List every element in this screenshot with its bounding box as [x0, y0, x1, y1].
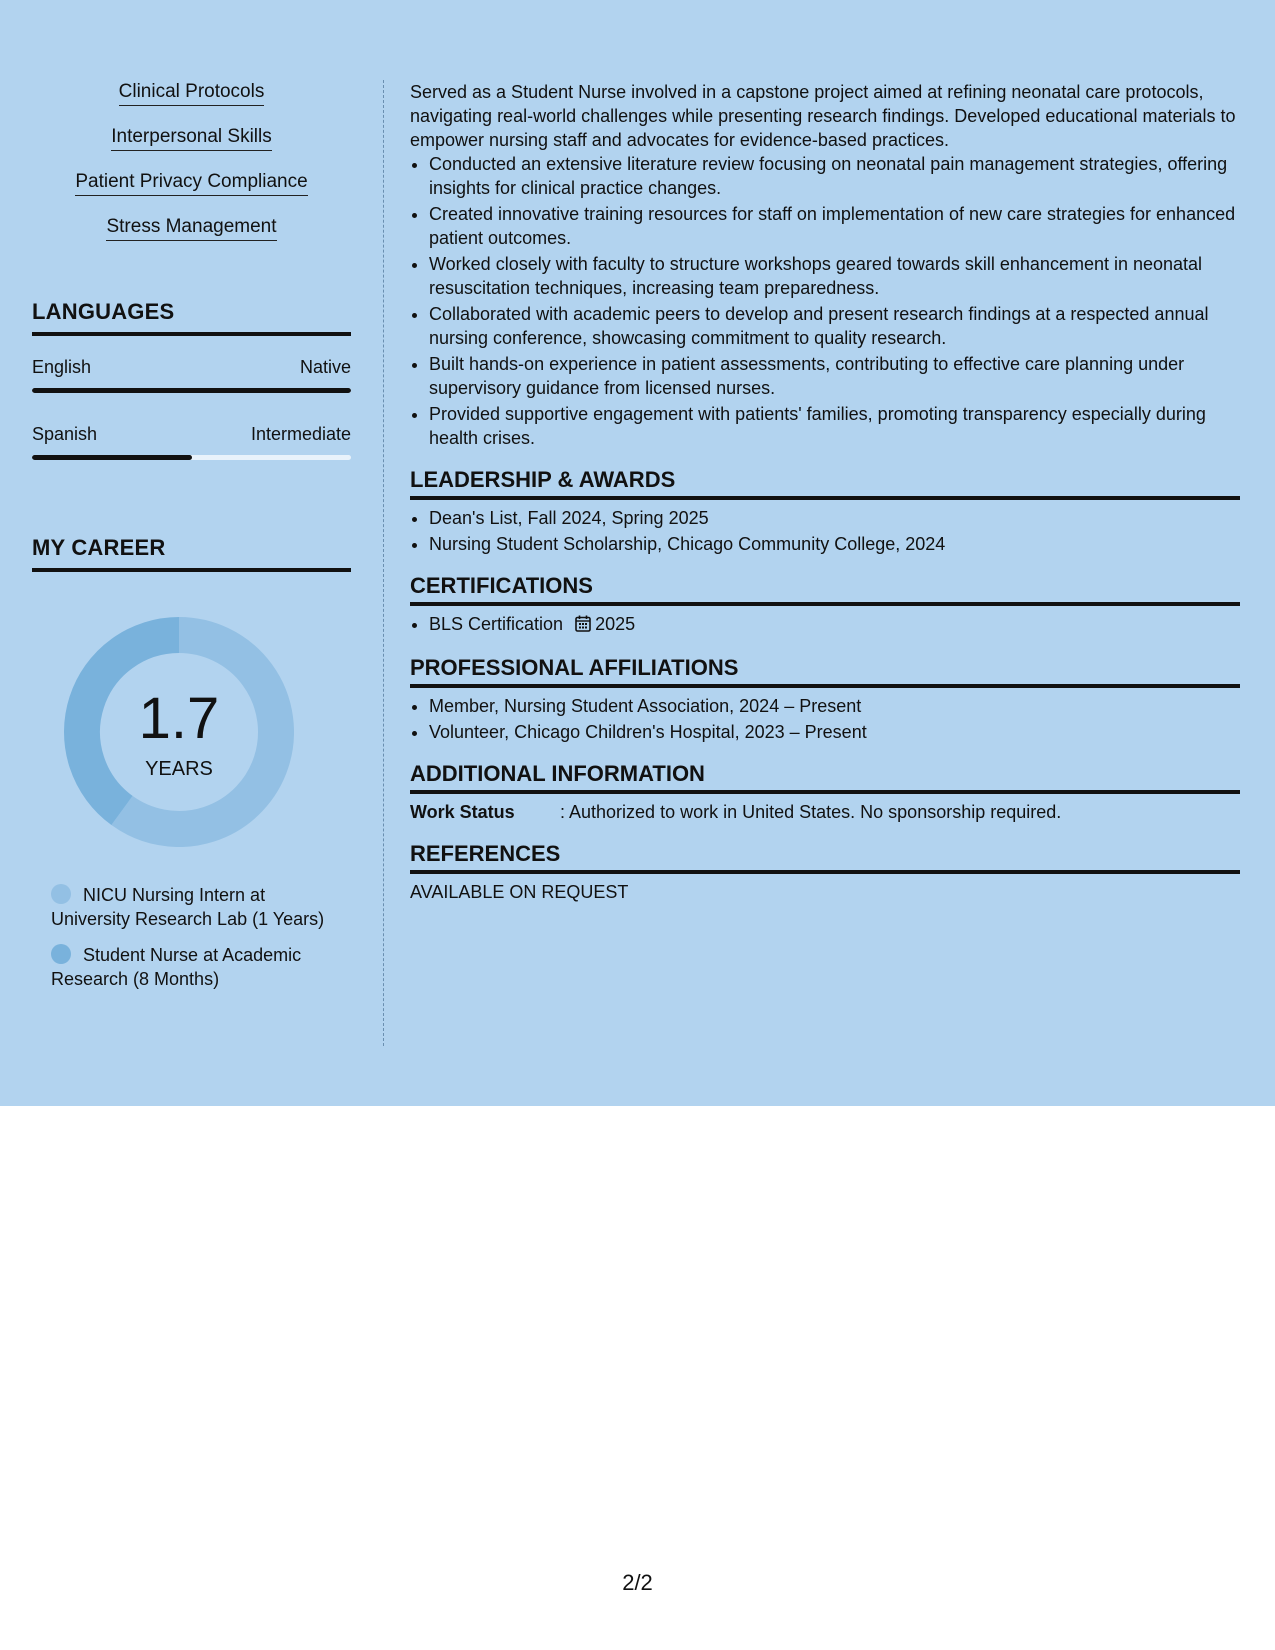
language-name: English [32, 357, 92, 377]
career-legend-item [51, 943, 341, 991]
experience-summary: Served as a Student Nurse involved in a capstone project aimed at refining neonatal care protocols, navigating real-world challenges while presenting research findings. Developed educational materials to empower nursing staff and advocates for evidence-based practices. [410, 82, 1236, 150]
career-legend-label: Student Nurse at Academic Research (8 Months) [51, 945, 302, 989]
career-legend-label: NICU Nursing Intern at University Research Lab (1 Years) [51, 885, 325, 929]
career-legend [51, 883, 341, 991]
language-proficiency-fill [32, 388, 351, 393]
languages-section [32, 298, 351, 460]
experience-bullet: • Conducted an extensive literature review focusing on neonatal pain management strategies, offering insights for clinical practice changes. [429, 152, 1240, 200]
affiliation-item: • Member, Nursing Student Association, 2024 – Present [429, 694, 1240, 718]
experience-section [410, 80, 1240, 450]
experience-bullet: • Created innovative training resources for staff on implementation of new care strategies for enhanced patient outcomes. [429, 202, 1240, 250]
certifications-title: CERTIFICATIONS [410, 572, 1240, 606]
references-title: REFERENCES [410, 840, 1240, 874]
leadership-section [410, 466, 1240, 556]
career-legend-item [51, 883, 341, 931]
additional-title: ADDITIONAL INFORMATION [410, 760, 1240, 794]
experience-bullet: • Worked closely with faculty to structure workshops geared towards skill enhancement in neonatal resuscitation techniques, increasing team preparedness. [429, 252, 1240, 300]
page-number: 2/2 [622, 1570, 653, 1595]
experience-bullets [410, 152, 1240, 450]
career-section [32, 534, 351, 991]
career-title: MY CAREER [32, 534, 351, 572]
column-divider [383, 80, 384, 1046]
additional-section [410, 760, 1240, 824]
calendar-icon [575, 614, 591, 638]
affiliations-section [410, 654, 1240, 744]
language-item [32, 423, 351, 460]
leadership-item: • Dean's List, Fall 2024, Spring 2025 [429, 506, 1240, 530]
career-total-unit: YEARS [145, 758, 213, 780]
certifications-section [410, 572, 1240, 638]
skill-item: Clinical Protocols [119, 80, 265, 106]
right-column [410, 80, 1240, 904]
references-section [410, 840, 1240, 904]
affiliations-title: PROFESSIONAL AFFILIATIONS [410, 654, 1240, 688]
leadership-item: • Nursing Student Scholarship, Chicago Community College, 2024 [429, 532, 1240, 556]
languages-title: LANGUAGES [32, 298, 351, 336]
leadership-title: LEADERSHIP & AWARDS [410, 466, 1240, 500]
certification-year: 2025 [595, 614, 636, 634]
language-name: Spanish [32, 424, 98, 444]
skill-item: Interpersonal Skills [111, 125, 272, 151]
experience-bullet: • Collaborated with academic peers to develop and present research findings at a respected annual nursing conference, showcasing commitment to quality research. [429, 302, 1240, 350]
language-proficiency-fill [32, 455, 192, 460]
career-total-value: 1.7 [138, 686, 220, 751]
left-column [32, 80, 351, 1003]
work-status-label: Work Status [410, 802, 515, 822]
language-proficiency-bar [32, 455, 351, 460]
language-level: Native [299, 357, 351, 377]
work-status-row [410, 800, 1240, 824]
skill-item: Stress Management [106, 215, 276, 241]
experience-bullet: • Provided supportive engagement with patients' families, promoting transparency especially during health crises. [429, 402, 1240, 450]
legend-dot [51, 944, 71, 964]
career-donut-chart [64, 617, 294, 847]
certification-name: BLS Certification [429, 614, 564, 634]
affiliation-item: • Volunteer, Chicago Children's Hospital, 2023 – Present [429, 720, 1240, 744]
language-level: Intermediate [250, 424, 351, 444]
language-proficiency-bar [32, 388, 351, 393]
skill-item: Patient Privacy Compliance [75, 170, 307, 196]
certification-item [429, 612, 1240, 638]
references-text: AVAILABLE ON REQUEST [410, 882, 629, 902]
skills-list [32, 80, 351, 260]
language-item [32, 356, 351, 393]
experience-bullet: • Built hands-on experience in patient assessments, contributing to effective care planning under supervisory guidance from licensed nurses. [429, 352, 1240, 400]
work-status-value: : Authorized to work in United States. No sponsorship required. [560, 802, 1062, 822]
legend-dot [51, 884, 71, 904]
